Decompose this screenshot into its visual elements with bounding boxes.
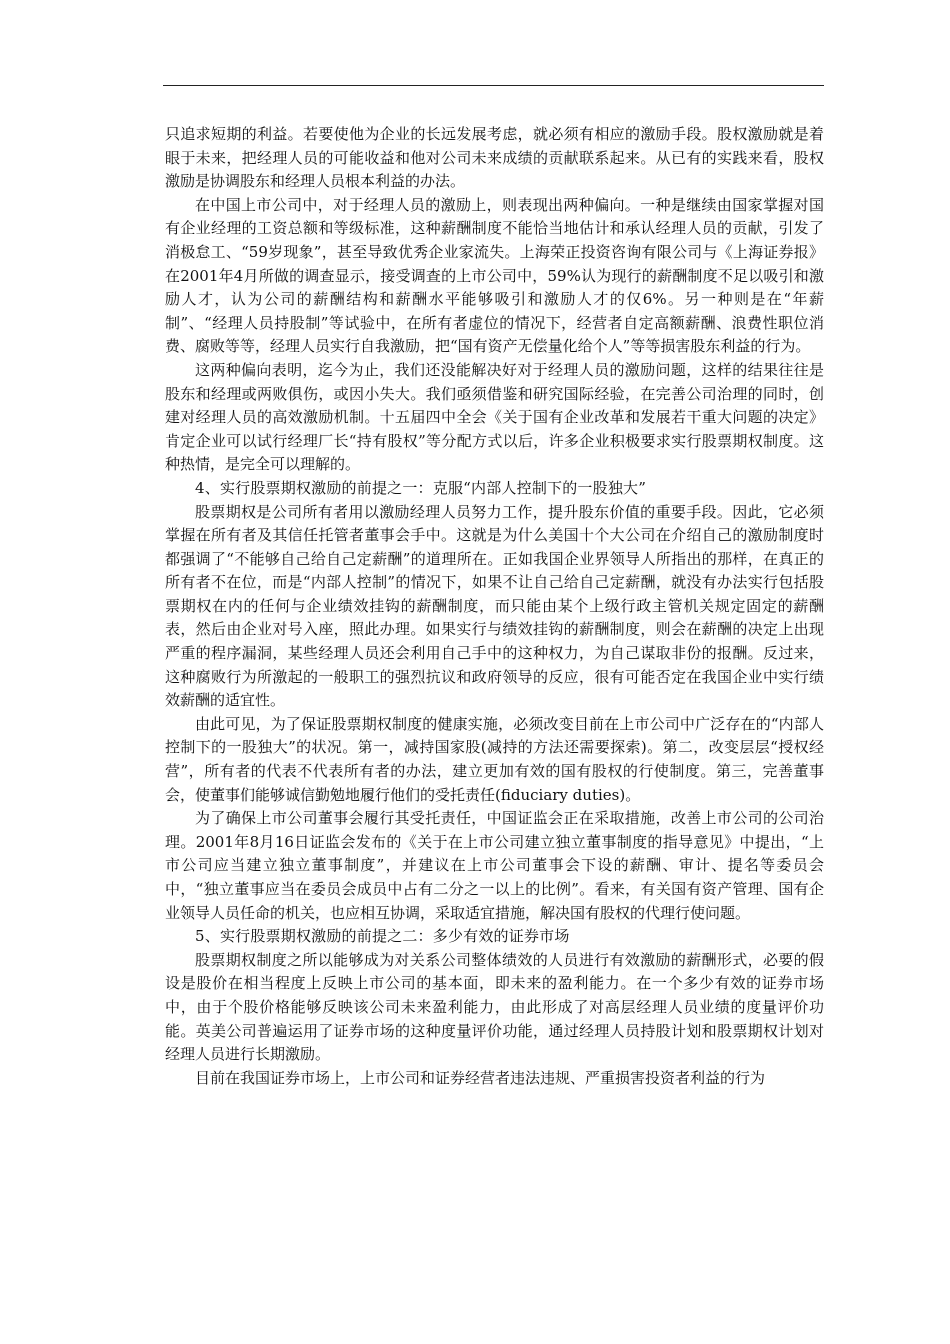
document-body xyxy=(165,123,824,1090)
section-heading-5: 5、实行股票期权激励的前提之二：多少有效的证券市场 xyxy=(195,927,570,946)
header-divider xyxy=(163,85,824,86)
paragraph-two-biases: 在中国上市公司中，对于经理人员的激励上，则表现出两种偏向。一种是继续由国家掌握对国有企业经理的工资总额和等级标准，这种薪酬制度不能恰当地估计和承认经理人员的贡献，引发了消极怠工、“59岁现象”，甚至导致优秀企业家流失。上海荣正投资咨询有限公司与《上海证券报》在2001年4月所做的调查显示，接受调查的上市公司中，59%认为现行的薪酬制度不足以吸引和激励人才，认为公司的薪酬结构和薪酬水平能够吸引和激励人才的仅6%。另一种则是在“年薪制”、“经理人员持股制”等试验中，在所有者虚位的情况下，经营者自定高额薪酬、浪费性职位消费、腐败等等，经理人员实行自我激励，把“国有资产无偿量化给个人”等等损害股东利益的行为。 xyxy=(165,195,824,356)
paragraph-bias-conclusion: 这两种偏向表明，迄今为止，我们还没能解决好对于经理人员的激励问题，这样的结果往往是股东和经理或两败俱伤，或因小失大。我们亟须借鉴和研究国际经验，在完善公司治理的同时，创建对经理人员的高效激励机制。十五届四中全会《关于国有企业改革和发展若干重大问题的决定》肯定企业可以试行经理厂长“持有股权”等分配方式以后，许多企业积极要求实行股票期权制度。这种热情，是完全可以理解的。 xyxy=(165,360,824,474)
paragraph-continuation: 只追求短期的利益。若要使他为企业的长远发展考虑，就必须有相应的激励手段。股权激励就是着眼于未来，把经理人员的可能收益和他对公司未来成绩的贡献联系起来。从已有的实践来看，股权激励是协调股东和经理人员根本利益的办法。 xyxy=(165,125,824,191)
paragraph-efficient-market: 股票期权制度之所以能够成为对关系公司整体绩效的人员进行有效激励的薪酬形式，必要的假设是股价在相当程度上反映上市公司的基本面，即未来的盈利能力。在一个多少有效的证券市场中，由于个股价格能够反映该公司未来盈利能力，由此形成了对高层经理人员业绩的度量评价功能。英美公司普遍运用了证券市场的这种度量评价功能，通过经理人员持股计划和股票期权计划对经理人员进行长期激励。 xyxy=(165,950,824,1064)
paragraph-insider-control: 由此可见，为了保证股票期权制度的健康实施，必须改变目前在上市公司中广泛存在的“内部人控制下的一股独大”的状况。第一，减持国家股(减持的方法还需要探索)。第二，改变层层“授权经营”，所有者的代表不代表所有者的办法，建立更加有效的国有股权的行使制度。第三，完善董事会，使董事们能够诚信勤勉地履行他们的受托责任(fiduciary duties)。 xyxy=(165,714,824,804)
section-heading-4: 4、实行股票期权激励的前提之一：克服“内部人控制下的一股独大” xyxy=(195,478,647,497)
paragraph-stock-option-owners: 股票期权是公司所有者用以激励经理人员努力工作，提升股东价值的重要手段。因此，它必须掌握在所有者及其信任托管者董事会手中。这就是为什么美国十个大公司在介绍自己的激励制度时都强调了“不能够自己给自己定薪酬”的道理所在。正如我国企业界领导人所指出的那样，在真正的所有者不在位，而是“内部人控制”的情况下，如果不让自己给自己定薪酬，就没有办法实行包括股票期权在内的任何与企业绩效挂钩的薪酬制度，而只能由某个上级行政主管机关规定固定的薪酬表，然后由企业对号入座，照此办理。如果实行与绩效挂钩的薪酬制度，则会在薪酬的决定上出现严重的程序漏洞，某些经理人员还会利用自己手中的这种权力，为自己谋取非份的报酬。反过来，这种腐败行为所激起的一般职工的强烈抗议和政府领导的反应，很有可能否定在我国企业中实行绩效薪酬的适宜性。 xyxy=(165,502,824,710)
paragraph-current-market: 目前在我国证券市场上，上市公司和证券经营者违法违规、严重损害投资者利益的行为 xyxy=(195,1068,766,1087)
paragraph-independent-directors: 为了确保上市公司董事会履行其受托责任，中国证监会正在采取措施，改善上市公司的公司治理。2001年8月16日证监会发布的《关于在上市公司建立独立董事制度的指导意见》中提出，“上市公司应当建立独立董事制度”，并建议在上市公司董事会下设的薪酬、审计、提名等委员会中，“独立董事应当在委员会成员中占有二分之一以上的比例”。看来，有关国有资产管理、国有企业领导人员任命的机关，也应相互协调，采取适宜措施，解决国有股权的代理行使问题。 xyxy=(165,809,824,922)
